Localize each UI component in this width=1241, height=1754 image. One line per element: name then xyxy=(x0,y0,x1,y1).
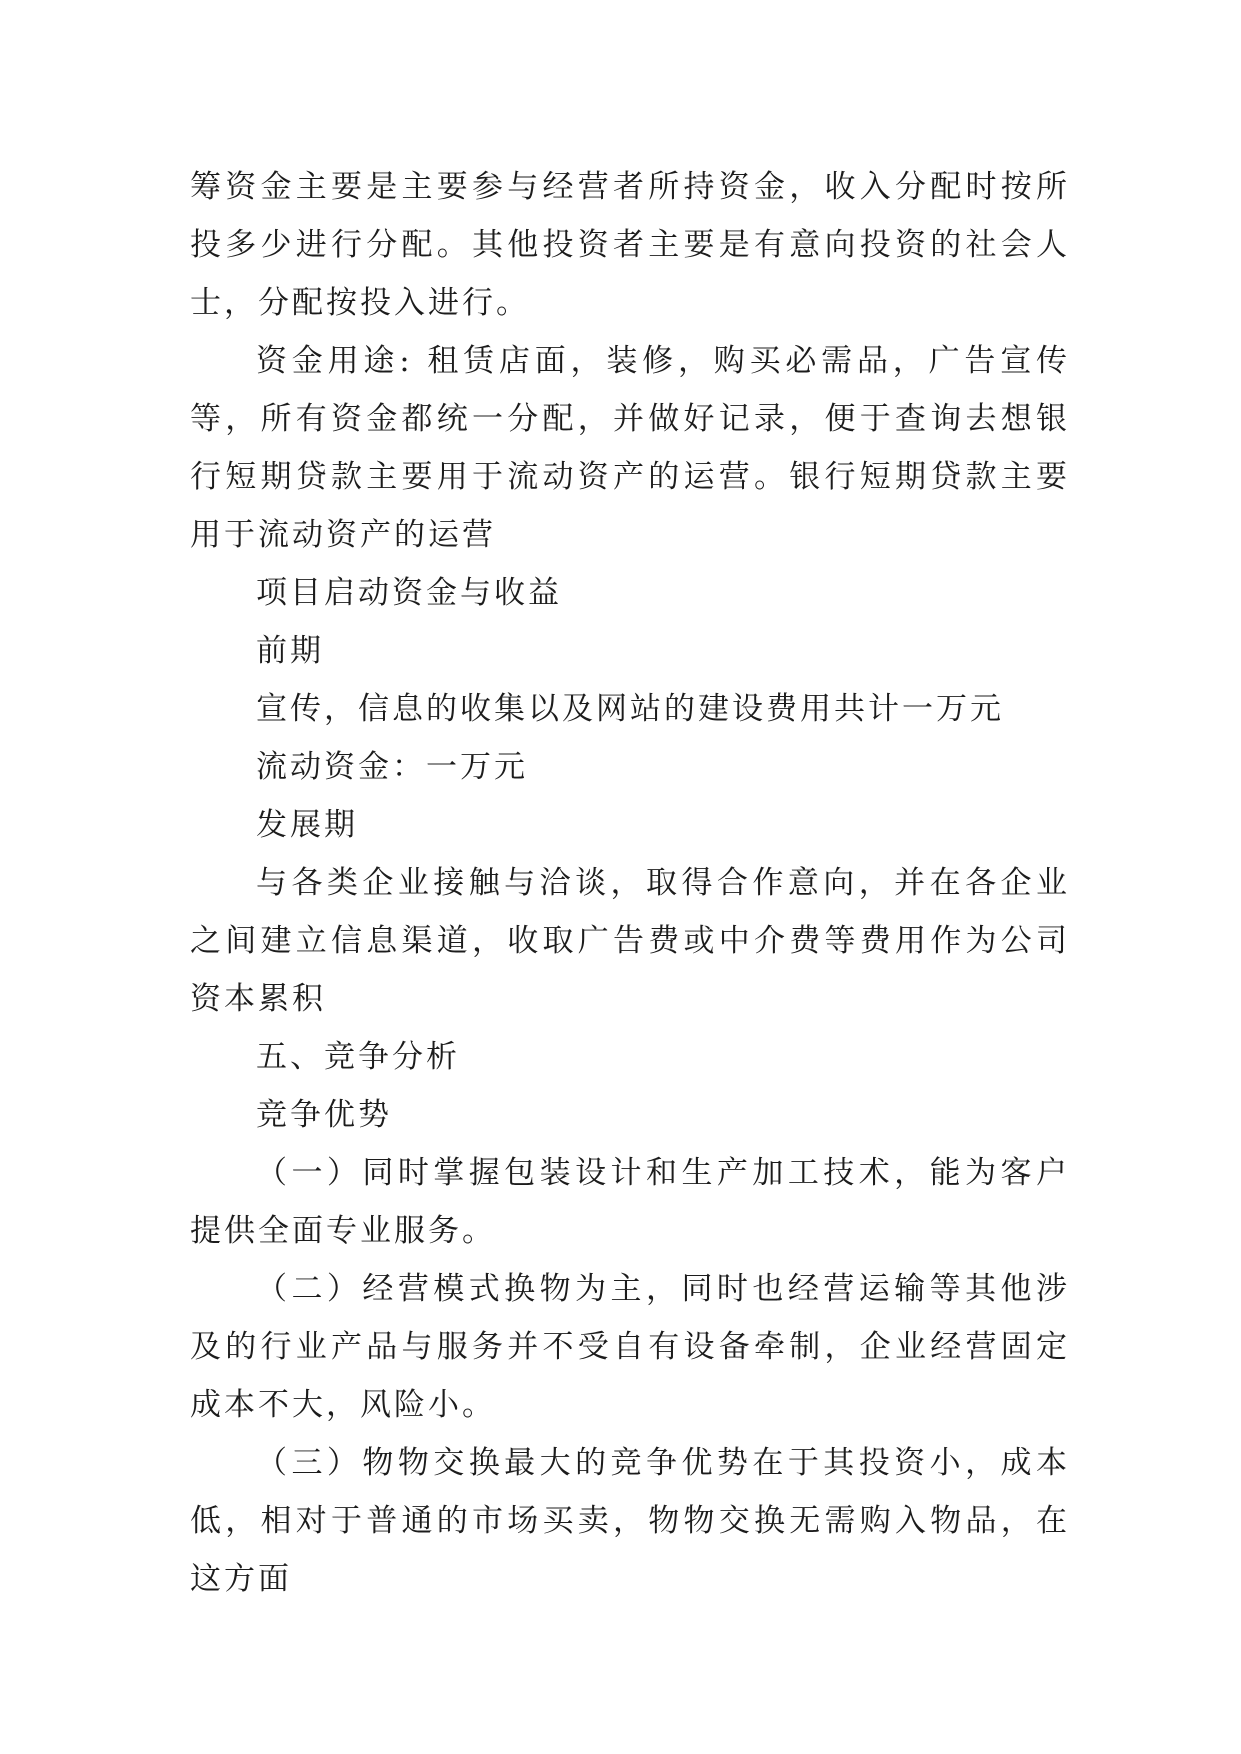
paragraph-early-stage-cost: 宣传，信息的收集以及网站的建设费用共计一万元 xyxy=(256,691,1004,727)
heading-growth-stage: 发展期 xyxy=(256,807,358,843)
paragraph-fund-usage: 资金用途: 租赁店面，装修，购买必需品，广告宣传等，所有资金都统一分配，并做好记录，便于查询去想银行短期贷款主要用于流动资产的运营。银行短期贷款主要用于流动资产的运营 xyxy=(190,343,1070,553)
paragraph-advantage-1: （一）同时掌握包装设计和生产加工技术，能为客户提供全面专业服务。 xyxy=(190,1155,1070,1249)
paragraph-advantage-2: （二）经营模式换物为主，同时也经营运输等其他涉及的行业产品与服务并不受自有设备牵制，企业经营固定成本不大，风险小。 xyxy=(190,1271,1070,1423)
paragraph-working-capital: 流动资金：一万元 xyxy=(256,749,528,785)
heading-competitive-advantage: 竞争优势 xyxy=(256,1097,392,1133)
heading-early-stage: 前期 xyxy=(256,633,324,669)
heading-startup-capital: 项目启动资金与收益 xyxy=(256,575,562,611)
paragraph-growth-stage: 与各类企业接触与洽谈，取得合作意向，并在各企业之间建立信息渠道，收取广告费或中介费等费用作为公司资本累积 xyxy=(190,865,1070,1017)
heading-competition-analysis: 五、竞争分析 xyxy=(256,1039,460,1075)
paragraph-advantage-3: （三）物物交换最大的竞争优势在于其投资小，成本低，相对于普通的市场买卖，物物交换无需购入物品，在这方面 xyxy=(190,1445,1070,1597)
paragraph-funding-source: 筹资金主要是主要参与经营者所持资金，收入分配时按所投多少进行分配。其他投资者主要是有意向投资的社会人士，分配按投入进行。 xyxy=(190,169,1070,321)
document-body xyxy=(190,158,1070,1608)
